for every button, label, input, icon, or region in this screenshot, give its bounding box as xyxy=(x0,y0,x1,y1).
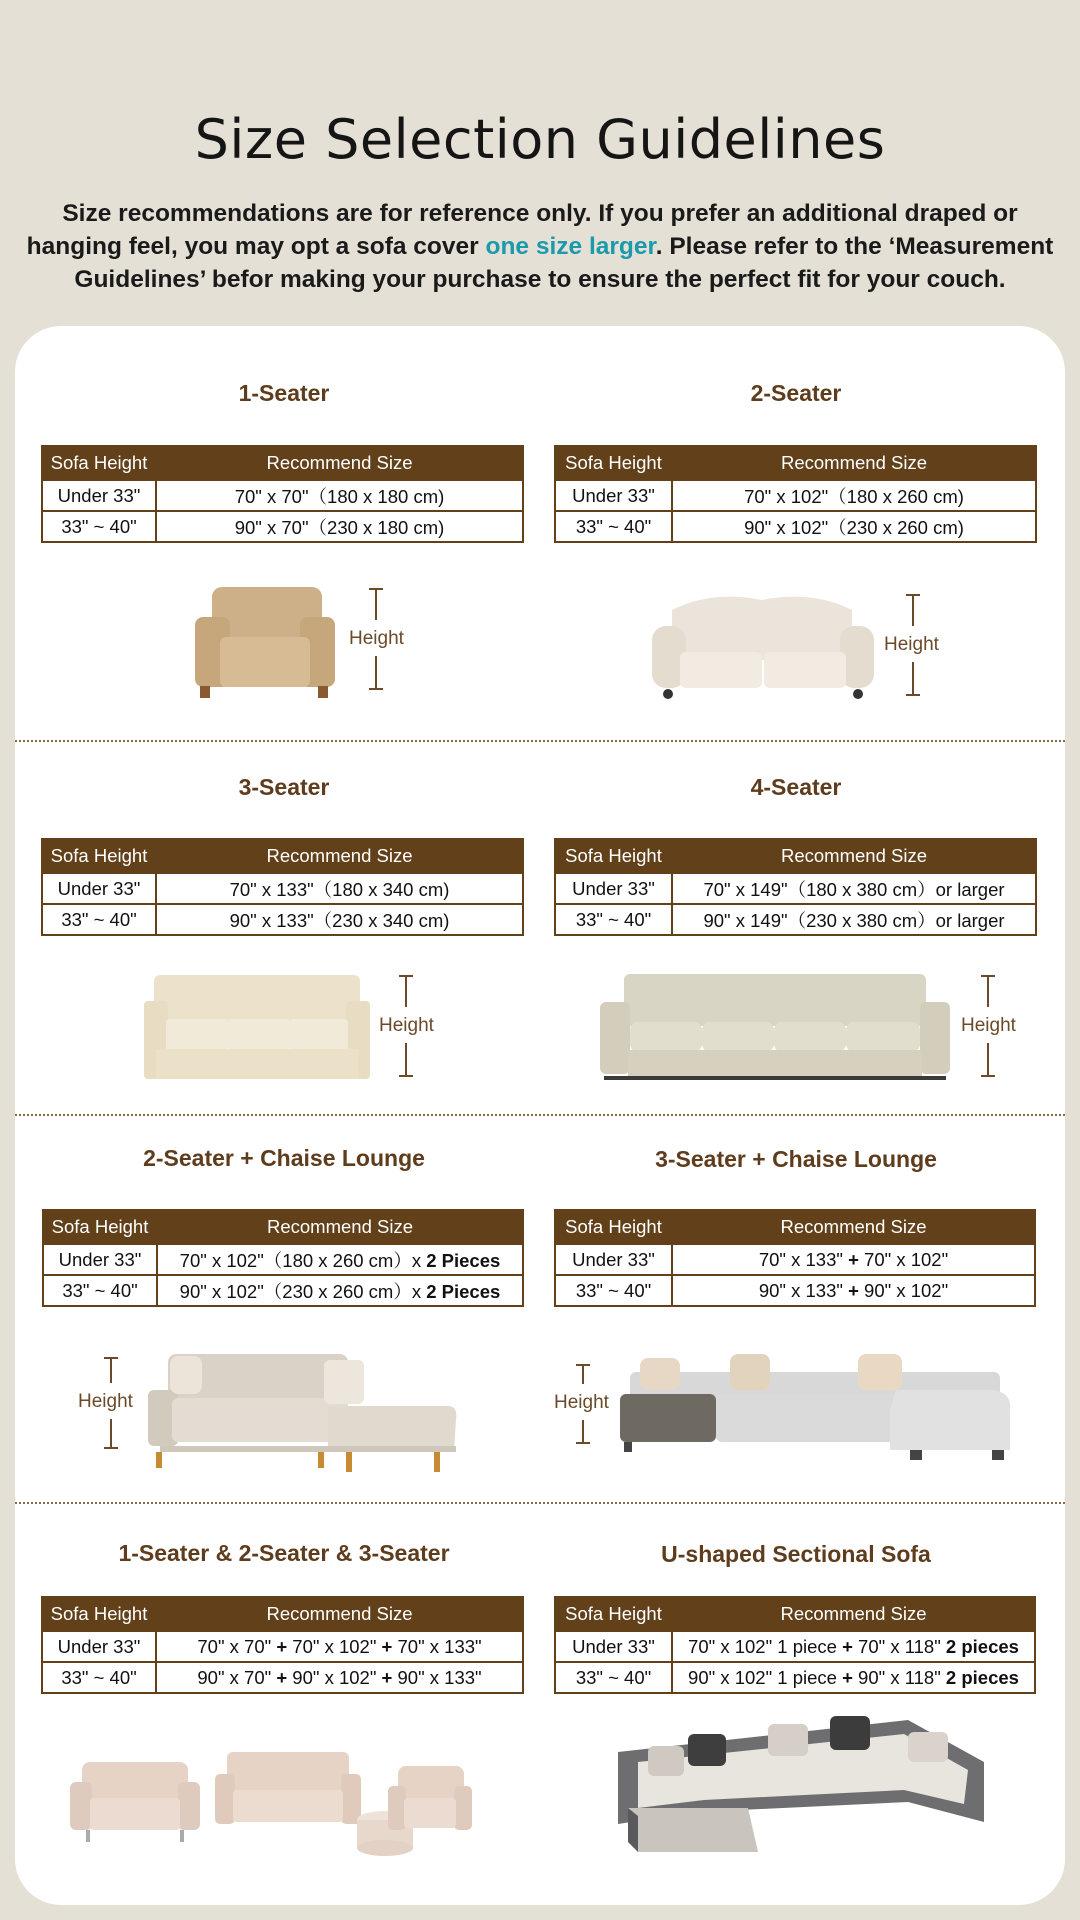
height-label: Height xyxy=(379,1015,434,1036)
cell-size: 90" x 133" + 90" x 102" xyxy=(672,1275,1035,1306)
cell-height: Under 33" xyxy=(555,1631,672,1662)
height-indicator xyxy=(884,594,972,696)
size-text: 70" x 118" xyxy=(858,1635,941,1657)
pieces-text: 2 pieces xyxy=(945,1666,1019,1688)
sectional-chaise-beige-image xyxy=(148,1350,458,1474)
table-row xyxy=(43,1275,523,1306)
cell-size: 70" x 70" + 70" x 102" + 70" x 133" xyxy=(156,1631,523,1662)
table-row xyxy=(555,1244,1035,1275)
section-divider xyxy=(15,1502,1065,1504)
cell-height: 33" ~ 40" xyxy=(555,904,672,935)
size-table-u-shaped xyxy=(554,1596,1036,1694)
sectional-chaise-grey-image xyxy=(620,1350,1012,1468)
col-header-size: Recommend Size xyxy=(672,1210,1035,1244)
size-text: 70" x 102" xyxy=(292,1635,377,1657)
size-text: 90" x 118" xyxy=(858,1666,941,1688)
height-label: Height xyxy=(78,1391,133,1412)
size-table-set xyxy=(41,1596,524,1694)
col-header-size: Recommend Size xyxy=(156,446,523,480)
height-label: Height xyxy=(884,634,939,655)
table-row xyxy=(555,1275,1035,1306)
col-header-height: Sofa Height xyxy=(42,839,156,873)
table-row xyxy=(555,511,1036,542)
size-table-3-seater xyxy=(41,838,524,936)
height-indicator xyxy=(349,588,435,690)
cell-size: 70" x 149"（180 x 380 cm）or larger xyxy=(672,873,1036,904)
size-text: 70" x 133" xyxy=(758,1248,843,1270)
section-title-2-seater: 2-Seater xyxy=(750,380,842,406)
cell-size: 90" x 70" + 90" x 102" + 90" x 133" xyxy=(156,1662,523,1693)
four-seater-sofa-image xyxy=(600,974,950,1082)
size-text: 90" x 133" xyxy=(397,1666,482,1688)
three-seater-sofa-image xyxy=(144,975,370,1079)
size-table-4-seater xyxy=(554,838,1037,936)
col-header-size: Recommend Size xyxy=(157,1210,523,1244)
section-title-3-seater: 3-Seater xyxy=(238,774,330,800)
col-header-size: Recommend Size xyxy=(672,839,1036,873)
section-title-2-seater-chaise: 2-Seater + Chaise Lounge xyxy=(143,1145,425,1171)
cell-height: Under 33" xyxy=(42,480,156,511)
u-shaped-sectional-image xyxy=(608,1712,984,1860)
section-title-set: 1-Seater & 2-Seater & 3-Seater xyxy=(118,1540,450,1566)
section-divider xyxy=(15,1114,1065,1116)
armchair-image xyxy=(190,582,340,704)
cell-size: 90" x 149"（230 x 380 cm）or larger xyxy=(672,904,1036,935)
height-label: Height xyxy=(554,1392,609,1413)
size-text: 90" x 133" xyxy=(758,1279,843,1301)
intro-text-part: Size recommendations are for reference only. If you prefer an additional draped or hanging feel, you may opt a sofa cover xyxy=(26,200,1018,260)
pieces-text: 2 Pieces xyxy=(426,1280,501,1302)
size-text: 90" x 70" xyxy=(197,1666,272,1688)
size-text: 70" x 102"（180 x 260 cm）x xyxy=(179,1249,422,1271)
table-row xyxy=(42,1631,523,1662)
cell-height: Under 33" xyxy=(43,1244,157,1275)
height-indicator xyxy=(379,975,465,1077)
col-header-height: Sofa Height xyxy=(555,446,672,480)
size-text: 90" x 102"（230 x 260 cm）x xyxy=(179,1280,422,1302)
size-text: 70" x 102" 1 piece xyxy=(688,1635,837,1657)
cell-height: Under 33" xyxy=(555,480,672,511)
col-header-height: Sofa Height xyxy=(555,839,672,873)
cell-height: 33" ~ 40" xyxy=(43,1275,157,1306)
cell-height: 33" ~ 40" xyxy=(555,1275,672,1306)
col-header-height: Sofa Height xyxy=(42,1597,156,1631)
intro-highlight: one size larger xyxy=(485,233,656,260)
size-text: 90" x 102" xyxy=(864,1279,949,1301)
section-title-3-seater-chaise: 3-Seater + Chaise Lounge xyxy=(655,1146,937,1172)
cell-height: Under 33" xyxy=(42,873,156,904)
table-row xyxy=(555,480,1036,511)
cell-size: 70" x 102"（180 x 260 cm) xyxy=(672,480,1036,511)
cell-size: 90" x 102" 1 piece + 90" x 118" 2 pieces xyxy=(672,1662,1035,1693)
section-title-1-seater: 1-Seater xyxy=(238,380,330,406)
section-title-u-shaped: U-shaped Sectional Sofa xyxy=(661,1541,931,1567)
col-header-size: Recommend Size xyxy=(672,1597,1035,1631)
cell-size: 90" x 102"（230 x 260 cm) xyxy=(672,511,1036,542)
size-table-2-seater-chaise xyxy=(42,1209,524,1307)
cell-height: Under 33" xyxy=(555,873,672,904)
table-row xyxy=(42,1662,523,1693)
col-header-height: Sofa Height xyxy=(555,1597,672,1631)
size-table-2-seater xyxy=(554,445,1037,543)
cell-height: Under 33" xyxy=(42,1631,156,1662)
table-row xyxy=(555,873,1036,904)
cell-size: 90" x 133"（230 x 340 cm) xyxy=(156,904,523,935)
col-header-height: Sofa Height xyxy=(555,1210,672,1244)
table-row xyxy=(43,1244,523,1275)
page-title: Size Selection Guidelines xyxy=(194,108,886,171)
intro-text-part: . Please refer to the ‘Measurement Guidelines’ befor making your purchase to ensure the perfect fit for your couch. xyxy=(74,233,1054,293)
table-row xyxy=(42,904,523,935)
cell-size xyxy=(157,1275,523,1306)
table-row xyxy=(555,1662,1035,1693)
section-title-4-seater: 4-Seater xyxy=(750,774,842,800)
cell-size: 70" x 70"（180 x 180 cm) xyxy=(156,480,523,511)
cell-size xyxy=(157,1244,523,1275)
size-table-1-seater xyxy=(41,445,524,543)
table-row xyxy=(555,904,1036,935)
height-indicator xyxy=(961,975,1047,1077)
section-divider xyxy=(15,740,1065,742)
size-text: 90" x 102" xyxy=(292,1666,377,1688)
table-row xyxy=(555,1631,1035,1662)
height-label: Height xyxy=(349,628,404,649)
height-label: Height xyxy=(961,1015,1016,1036)
col-header-size: Recommend Size xyxy=(156,839,523,873)
col-header-size: Recommend Size xyxy=(672,446,1036,480)
size-table-3-seater-chaise xyxy=(554,1209,1036,1307)
cell-height: Under 33" xyxy=(555,1244,672,1275)
size-text: 90" x 102" 1 piece xyxy=(688,1666,837,1688)
loveseat-image xyxy=(652,590,874,702)
table-row xyxy=(42,873,523,904)
cell-size: 70" x 102" 1 piece + 70" x 118" 2 pieces xyxy=(672,1631,1035,1662)
cell-height: 33" ~ 40" xyxy=(42,1662,156,1693)
cell-height: 33" ~ 40" xyxy=(555,511,672,542)
col-header-height: Sofa Height xyxy=(43,1210,157,1244)
cell-size: 70" x 133" + 70" x 102" xyxy=(672,1244,1035,1275)
size-text: 70" x 70" xyxy=(197,1635,272,1657)
size-text: 70" x 102" xyxy=(864,1248,949,1270)
armchair-set-image xyxy=(388,1766,472,1842)
table-row xyxy=(42,480,523,511)
table-row xyxy=(42,511,523,542)
three-seater-set-image xyxy=(215,1752,361,1842)
size-text: 70" x 133" xyxy=(397,1635,482,1657)
col-header-size: Recommend Size xyxy=(156,1597,523,1631)
pieces-text: 2 pieces xyxy=(945,1635,1019,1657)
pieces-text: 2 Pieces xyxy=(426,1249,501,1271)
cell-height: 33" ~ 40" xyxy=(42,904,156,935)
intro-text xyxy=(20,197,1060,296)
loveseat-set-image xyxy=(70,1752,200,1844)
col-header-height: Sofa Height xyxy=(42,446,156,480)
cell-height: 33" ~ 40" xyxy=(555,1662,672,1693)
cell-size: 90" x 70"（230 x 180 cm) xyxy=(156,511,523,542)
cell-height: 33" ~ 40" xyxy=(42,511,156,542)
cell-size: 70" x 133"（180 x 340 cm) xyxy=(156,873,523,904)
